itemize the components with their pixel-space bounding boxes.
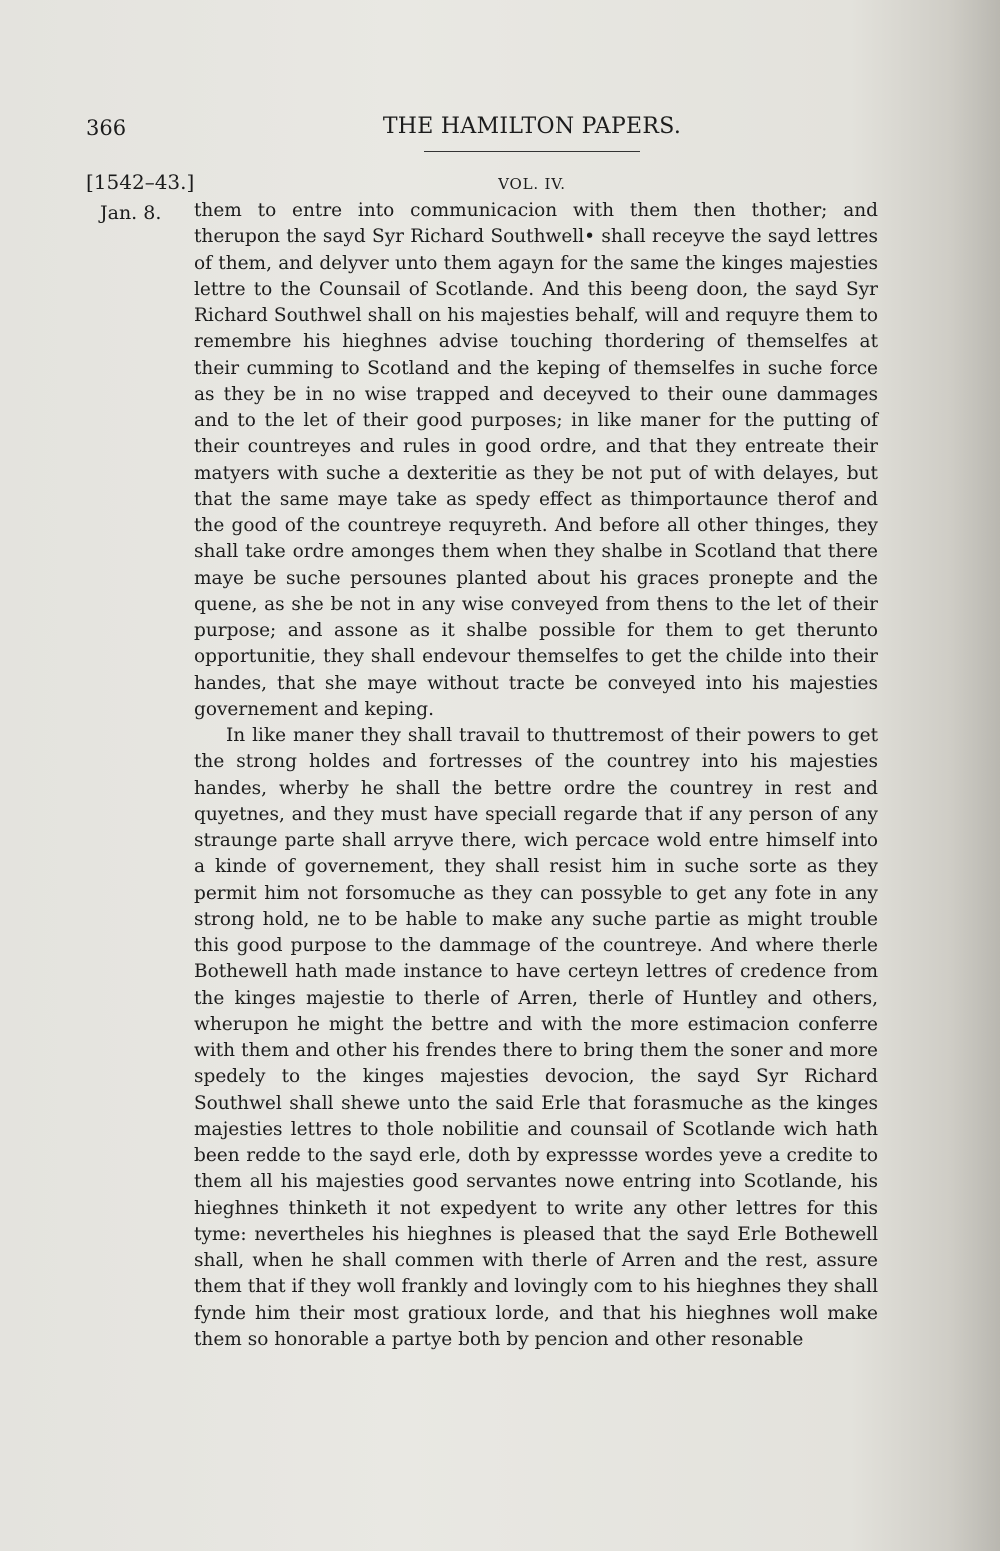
paragraph: In like maner they shall travail to thuttremost of their powers to get the strong holdes and fortresses of the countrey into his majesties handes, wherby he shall the bettre ordre the countrey in rest and quyetnes, and they must have speciall regarde that if any person of any straunge parte shall arryve there, wich percace wold entre himself into a kinde of governement, they shall resist him in suche sorte as they permit him not forsomuche as they can possyble to get any fote in any strong hold, ne to be hable to make any suche partie as might trouble this good purpose to the dammage of the countreye. And where therle Bothewell hath made instance to have certeyn lettres of credence from the kinges majestie to therle of Arren, therle of Huntley and others, wherupon he might the bettre and with the more estimacion conferre with them and other his frendes there to bring them the soner and more spedely to the kinges majesties devocion, the sayd Syr Richard Southwel shall shewe unto the said Erle that forasmuche as the kinges majesties lettres to thole nobilitie and counsail of Scotlande wich hath been redde to the sayd erle, doth by expressse wordes yeve a credite to them all his majesties good servantes nowe entring into Scotlande, his hieghnes thinketh it not expedyent to write any other lettres for this tyme: nevertheles his hieghnes is pleased that the sayd Erle Bothewell shall, when he shall commen with therle of Arren and the rest, assure them that if they woll frankly and lovingly com to his hieghnes they shall fynde him their most gratioux lorde, and that his hieghnes woll make them so honorable a partye both by pencion and other resonable <box>194 725 878 1350</box>
year-range: [1542–43.] <box>86 170 195 194</box>
paragraph: them to entre into communicacion with them then thother; and therupon the sayd Syr Richard Southwell• shall receyve the sayd lettres of them, and delyver unto them agayn for the same the kinges majesties lettre to the Counsail of Scotlande. And this beeng doon, the sayd Syr Richard Southwel shall on his majesties behalf, will and requyre them to remembre his hieghnes advise touching thordering of themselfes at their cumming to Scotland and the keping of themselfes in suche force as they be in no wise trapped and deceyved to their oune dammages and to the let of their good purposes; in like maner for the putting of their countreyes and rules in good ordre, and that they entreate their matyers with suche a dexteritie as they be not put of with delayes, but that the same maye take as spedy effect as thimportaunce therof and the good of the countreye requyreth. And before all other thinges, they shall take ordre amonges them when they shalbe in Scotland that there maye be suche persounes planted about his graces pronepte and the quene, as she be not in any wise conveyed from thens to the let of their purpose; and assone as it shalbe possible for them to get therunto opportunitie, they shall endevour themselfes to get the childe into their handes, that she maye without tracte be conveyed into his majesties governement and keping. <box>194 200 878 720</box>
running-title: THE HAMILTON PAPERS. <box>382 114 682 139</box>
volume-label: VOL. IV. <box>498 175 566 193</box>
title-rule <box>424 151 640 152</box>
margin-date: Jan. 8. <box>100 202 162 224</box>
body-text <box>194 198 878 1353</box>
page-number: 366 <box>86 116 127 140</box>
